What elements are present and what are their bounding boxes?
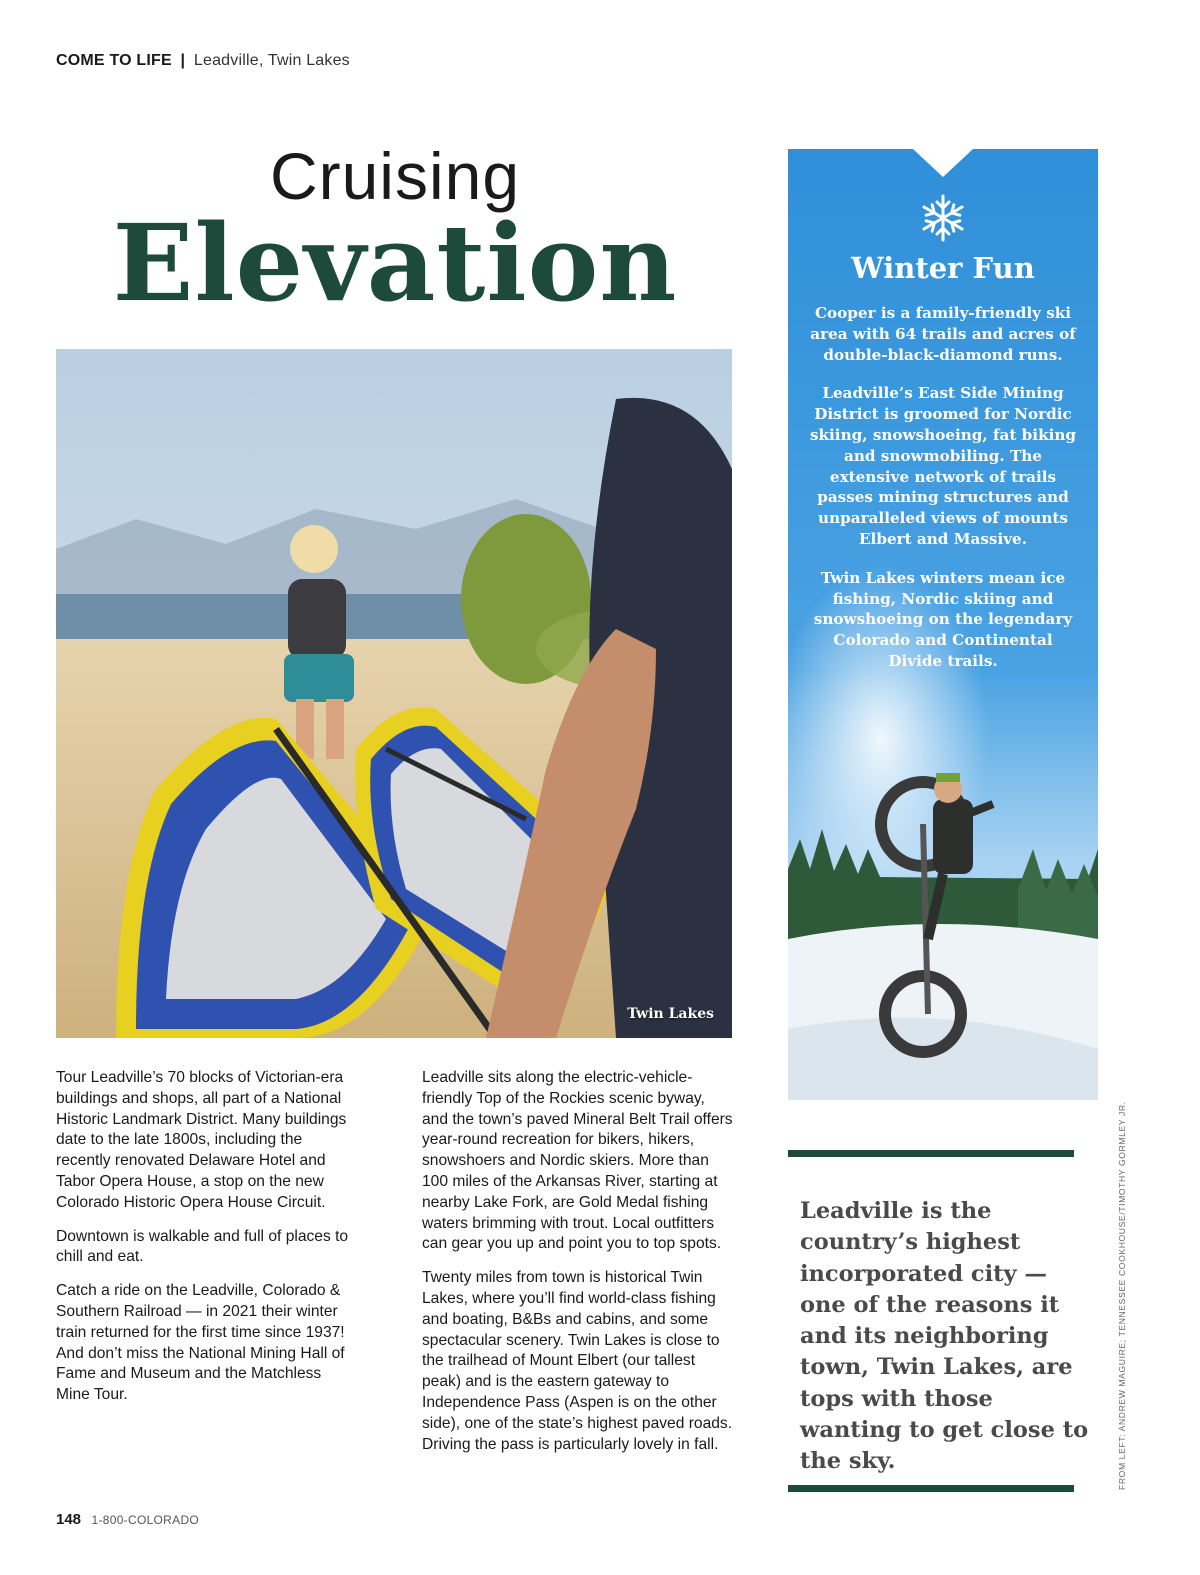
body-column-left bbox=[56, 1068, 356, 1419]
pull-quote-rule-top bbox=[788, 1150, 1074, 1157]
section-name: COME TO LIFE bbox=[56, 52, 172, 69]
photo-credits: FROM LEFT: ANDREW MAGUIRE; TENNESSEE COOKHOUSE/TIMOTHY GORMLEY JR. bbox=[1117, 1101, 1127, 1490]
photo-caption: Twin Lakes bbox=[627, 1006, 714, 1022]
sidebar-paragraph: Cooper is a family-friendly ski area with 64 trails and acres of double-black-diamond runs. bbox=[810, 304, 1076, 364]
body-column-right bbox=[422, 1068, 734, 1468]
header-divider: | bbox=[180, 52, 186, 69]
section-location: Leadville, Twin Lakes bbox=[193, 52, 350, 69]
main-photo-illustration bbox=[56, 349, 732, 1038]
title-line-1: Cruising bbox=[269, 139, 521, 213]
section-header bbox=[56, 52, 350, 70]
winter-fun-sidebar bbox=[788, 149, 1098, 1100]
sidebar-paragraph: Twin Lakes winters mean ice fishing, Nordic skiing and snowshoeing on the legendary Colorado and Continental Divide trails. bbox=[813, 568, 1073, 670]
sidebar-paragraph: Leadville’s East Side Mining District is groomed for Nordic skiing, snowshoeing, fat biking and snowmobiling. The extensive network of trails passes mining structures and unparalleled views of mounts Elbert and Massive. bbox=[809, 384, 1077, 548]
snowflake-icon bbox=[918, 193, 968, 243]
body-paragraph: Downtown is walkable and full of places to chill and eat. bbox=[56, 1227, 349, 1266]
sidebar-title: Winter Fun bbox=[851, 251, 1035, 285]
sidebar-text bbox=[806, 303, 1080, 690]
title-line-2: Elevation bbox=[112, 200, 678, 325]
page-number: 148 bbox=[56, 1511, 82, 1528]
pull-quote-rule-bottom bbox=[788, 1485, 1074, 1492]
body-paragraph: Catch a ride on the Leadville, Colorado & Southern Railroad — in 2021 their winter train returned for the first time since 1937! And don’t miss the National Mining Hall of Fame and Museum and the Matchless Mine Tour. bbox=[56, 1282, 345, 1404]
main-photo bbox=[56, 349, 732, 1038]
body-paragraph: Tour Leadville’s 70 blocks of Victorian-era buildings and shops, all part of a National Historic Landmark District. Many buildings date to the late 1800s, including the recently renovated Delaware Hotel and Tabor Opera House, a stop on the new Colorado Historic Opera House Circuit. bbox=[56, 1069, 347, 1211]
body-paragraph: Leadville sits along the electric-vehicle-friendly Top of the Rockies scenic byway, and the town’s paved Mineral Belt Trail offers year-round recreation for bikers, hikers, snowshoers and Nordic skiers. More than 100 miles of the Arkansas River, starting at nearby Lake Fork, are Gold Medal fishing waters brimming with trout. Local outfitters can gear you up and point you to top spots. bbox=[422, 1069, 733, 1253]
sidebar-notch bbox=[913, 149, 973, 177]
body-paragraph: Twenty miles from town is historical Twin Lakes, where you’ll find world-class fishing and boating, B&Bs and cabins, and some spectacular scenery. Twin Lakes is close to the trailhead of Mount Elbert (our tallest peak) and is the eastern gateway to Independence Pass (Aspen is on the other side), one of the state’s highest paved roads. Driving the pass is particularly lovely in fall. bbox=[422, 1269, 733, 1453]
page-footer bbox=[56, 1511, 199, 1529]
pull-quote: Leadville is the country’s highest incorporated city — one of the reasons it and its neighboring town, Twin Lakes, are tops with those wanting to get close to the sky. bbox=[800, 1198, 1089, 1475]
footer-phone: 1-800-COLORADO bbox=[91, 1513, 200, 1527]
